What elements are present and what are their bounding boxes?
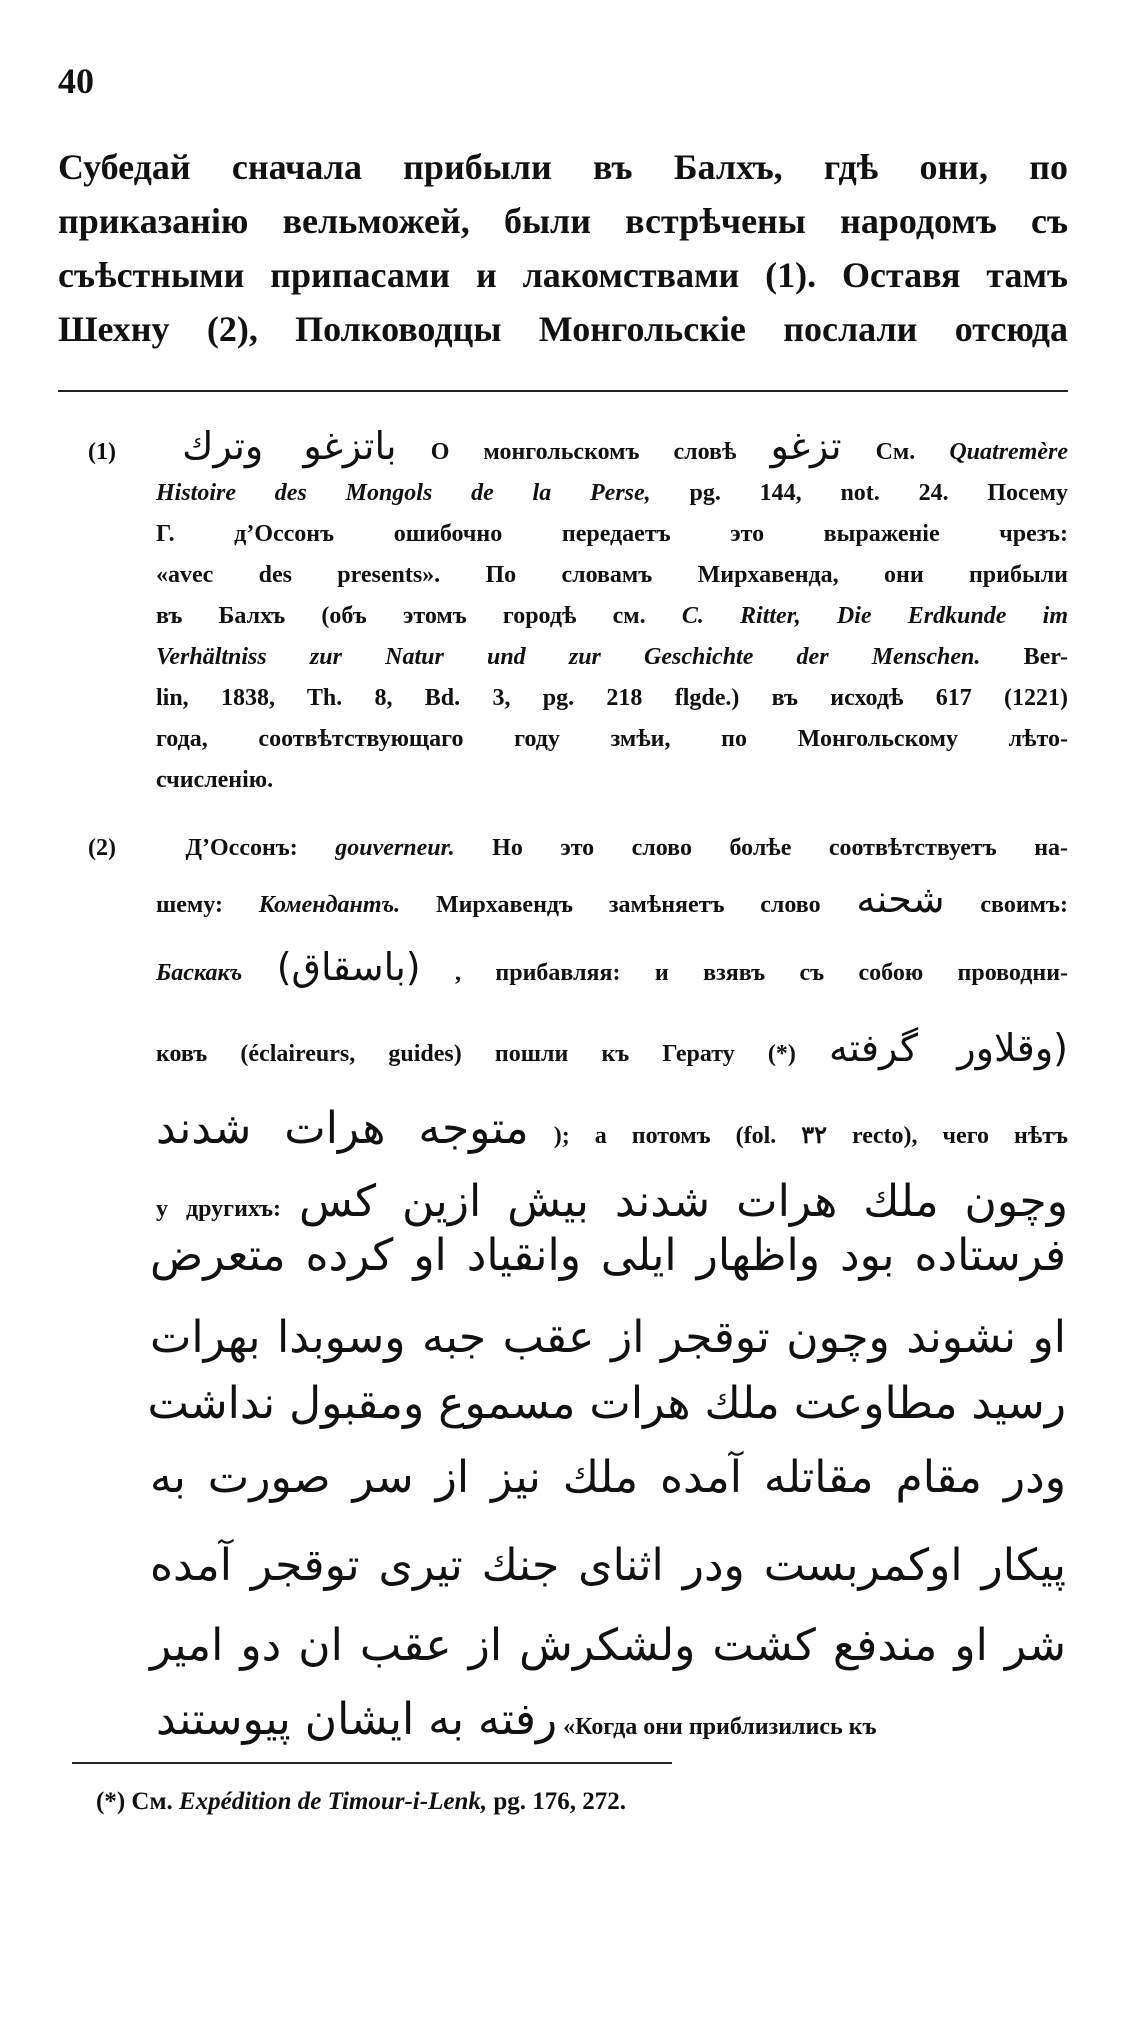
italic-word: Комендантъ. (258, 892, 401, 918)
persian-line: فرستاده بود واظهار ایلی وانقیاد او کرده متعرض (150, 1230, 1066, 1281)
note-1-line (88, 473, 1068, 514)
note-text: Но это слово болѣе соотвѣтствуетъ на- (492, 835, 1069, 861)
note-text: шему: (156, 892, 223, 918)
main-text-line: Субедай сначала прибыли въ Балхъ, гдѣ они, по (58, 147, 1068, 187)
note-text: Д’Оссонъ: (185, 835, 298, 861)
note-marker: (1) (88, 439, 116, 465)
persian-line: پیکار اوکمربست ودر اثنای جنك تیری توقجر آمده (150, 1540, 1066, 1591)
arabic-word: (باسقاق) (276, 945, 421, 989)
main-text-line: приказанію вельможей, были встрѣчены народомъ съ (58, 201, 1068, 241)
note-text: pg. 144, not. 24. Посему (689, 480, 1068, 506)
main-text-line: съѣстными припасами и лакомствами (1). Оставя тамъ (58, 255, 1068, 295)
note-2-final-line (156, 1690, 1066, 1757)
author-name: Quatremère (949, 439, 1068, 465)
footnote-text: См. (131, 1788, 173, 1815)
note-1-line (88, 637, 1068, 678)
arabic-phrase: رفته به ایشان پیوستند (156, 1694, 558, 1745)
note-2-line (88, 934, 1068, 1006)
persian-line: او نشوند وچون توقجر از عقب جبه وسوبدا بهرات (150, 1312, 1066, 1363)
arabic-word: تزغو (770, 424, 842, 468)
note-1-line (88, 596, 1068, 637)
arabic-phrase: (وقلاور گرفته (829, 1026, 1069, 1070)
arabic-phrase: باتزغو وترك (182, 424, 397, 468)
arabic-phrase: متوجه هرات شدند (156, 1103, 529, 1154)
note-text: «Когда они приблизились къ (563, 1714, 877, 1740)
persian-line: ودر مقام مقاتله آمده ملك نیز از سر صورت به (150, 1452, 1066, 1503)
note-2 (88, 826, 1068, 1242)
note-text: ковъ (éclaireurs, guides) пошли къ Герату (*) (156, 1041, 796, 1067)
note-text: , прибавляя: и взявъ съ собою проводни- (455, 960, 1069, 986)
footnote-marker: (*) (96, 1788, 126, 1815)
book-title: C. Ritter, Die Erdkunde im (681, 603, 1068, 629)
persian-line: شر او مندفع کشت ولشکرش از عقب ان دو امیر (150, 1620, 1066, 1671)
footnote-text: pg. 176, 272. (493, 1788, 626, 1815)
note-1-line: года, соотвѣтствующаго году змѣи, по Монгольскому лѣто- (156, 726, 1068, 752)
italic-word: Баскакъ (156, 960, 243, 986)
note-1 (88, 426, 1068, 801)
note-text: О монгольскомъ словѣ (430, 439, 737, 465)
note-2-line (156, 1690, 1066, 1757)
note-1-line: «avec des presents». По словамъ Мирхавенда, они прибыли (156, 562, 1068, 588)
note-1-line (88, 426, 1068, 473)
note-2-line (88, 1006, 1068, 1096)
page-number: 40 (58, 61, 94, 101)
note-2-line (88, 826, 1068, 870)
italic-word: gouverneur. (335, 835, 455, 861)
footnote-title: Expédition de Timour-i-Lenk, (179, 1788, 488, 1815)
bottom-footnote (96, 1788, 626, 1816)
note-text: ); а потомъ (fol. ۳۲ recto), чего нѣтъ (553, 1123, 1069, 1149)
main-text-line: Шехну (2), Полководцы Монгольскіе послали отсюда (58, 309, 1068, 349)
footnote-separator-rule (58, 390, 1068, 392)
note-marker: (2) (88, 835, 116, 861)
main-text (58, 140, 1068, 356)
bottom-footnote-rule (72, 1762, 672, 1764)
persian-line: رسید مطاوعت ملك هرات مسموع ومقبول نداشت (147, 1378, 1066, 1429)
note-2-line (88, 870, 1068, 934)
arabic-phrase: وچون ملك هرات شدند بیش ازین کس (299, 1176, 1069, 1227)
note-2-line (88, 1096, 1068, 1169)
note-1-line: lin, 1838, Th. 8, Bd. 3, pg. 218 flgde.) въ исходѣ 617 (1221) (156, 685, 1068, 711)
note-text: своимъ: (980, 892, 1069, 918)
arabic-word: شحنه (856, 877, 945, 921)
book-title: Verhältniss zur Natur und zur Geschichte der Menschen. (156, 644, 981, 670)
note-1-line: Г. д’Оссонъ ошибочно передаетъ это выраженіе чрезъ: (156, 521, 1068, 547)
book-title: Histoire des Mongols de la Perse, (156, 480, 651, 506)
note-text: Ber- (1023, 644, 1069, 670)
note-1-line: счисленію. (156, 767, 274, 793)
note-text: въ Балхъ (объ этомъ городѣ см. (156, 603, 646, 629)
note-text: у другихъ: (156, 1196, 281, 1222)
note-text: См. (875, 439, 916, 465)
note-text: Мирхавендъ замѣняетъ слово (435, 892, 821, 918)
